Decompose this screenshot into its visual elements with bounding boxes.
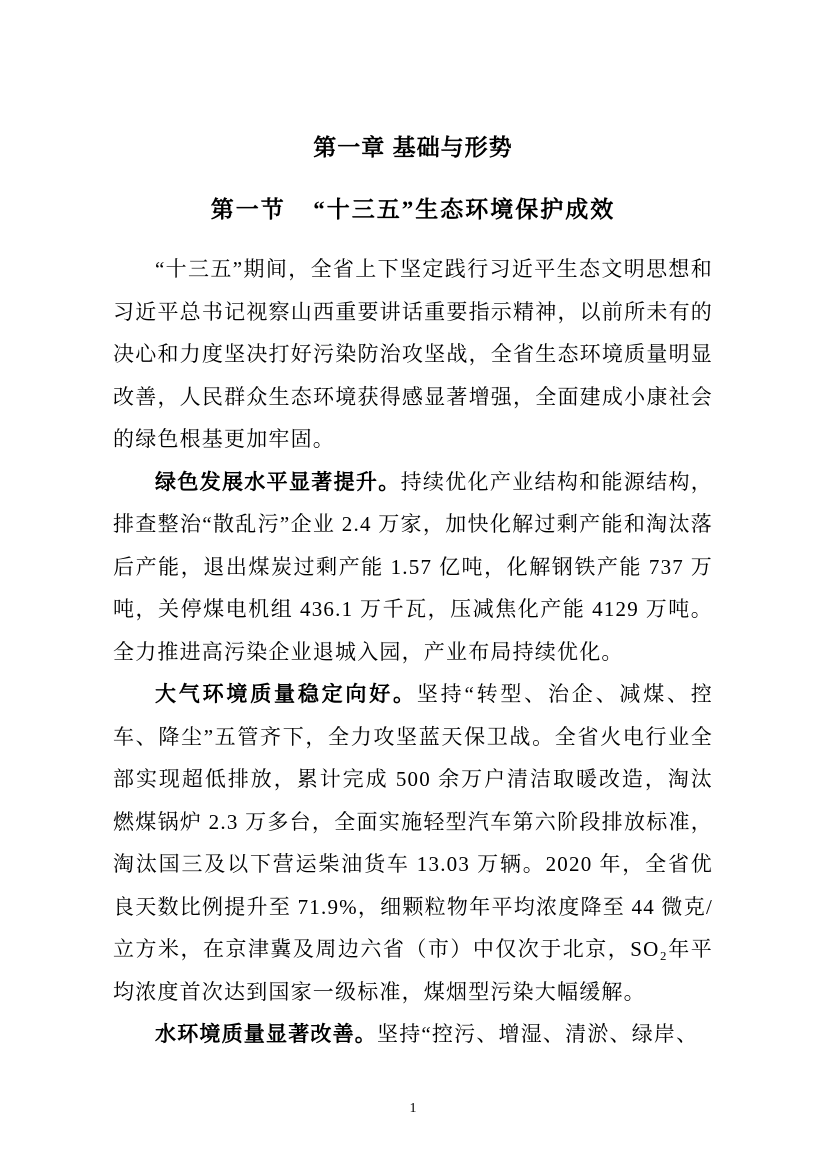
section-title — [113, 196, 713, 223]
paragraph — [113, 248, 713, 461]
chapter-title: 第一章 基础与形势 — [313, 134, 513, 160]
document-body — [113, 248, 713, 1056]
paragraph-lead: 水环境质量显著改善。 — [155, 1022, 377, 1046]
document-content — [113, 0, 713, 1056]
paragraph-text: 坚持“转型、治企、减煤、控车、降尘”五管齐下，全力攻坚蓝天保卫战。全省火电行业全部实现超低排放，累计完成 500 余万户清洁取暖改造，淘汰燃煤锅炉 2.3 万多台，全面实施轻型汽车第六阶段排放标准，淘汰国三及以下营运柴油货车 13.03 万辆。2020 年，全省优良天数比例提升至 71.9%，细颗粒物年平均浓度降至 44 微克/立方米，在京津冀及周边六省（市）中仅次于北京，SO₂年平均浓度首次达到国家一级标准，煤烟型污染大幅缓解。 — [113, 682, 714, 1004]
paragraph-lead: 大气环境质量稳定向好。 — [155, 682, 417, 706]
paragraph — [113, 1013, 713, 1056]
paragraph — [113, 673, 713, 1013]
paragraph-text: “十三五”期间，全省上下坚定践行习近平生态文明思想和习近平总书记视察山西重要讲话重要指示精神，以前所未有的决心和力度坚决打好污染防治攻坚战，全省生态环境质量明显改善，人民群众生态环境获得感显著增强，全面建成小康社会的绿色根基更加牢固。 — [113, 257, 713, 451]
section-number: 第一节 — [210, 197, 286, 222]
paragraph-text: 坚持“控污、增湿、清淤、绿岸、 — [377, 1022, 699, 1046]
section-name: “十三五”生态环境保护成效 — [313, 197, 616, 222]
paragraph-text: 持续优化产业结构和能源结构，排查整治“散乱污”企业 2.4 万家，加快化解过剩产能和淘汰落后产能，退出煤炭过剩产能 1.57 亿吨，化解钢铁产能 737 万吨，关停煤电机组 436.1 万千瓦，压减焦化产能 4129 万吨。全力推进高污染企业退城入园，产业布局持续优化。 — [113, 469, 713, 664]
paragraph — [113, 461, 713, 674]
paragraph-lead: 绿色发展水平显著提升。 — [155, 469, 401, 494]
page-number: 1 — [409, 1101, 417, 1116]
